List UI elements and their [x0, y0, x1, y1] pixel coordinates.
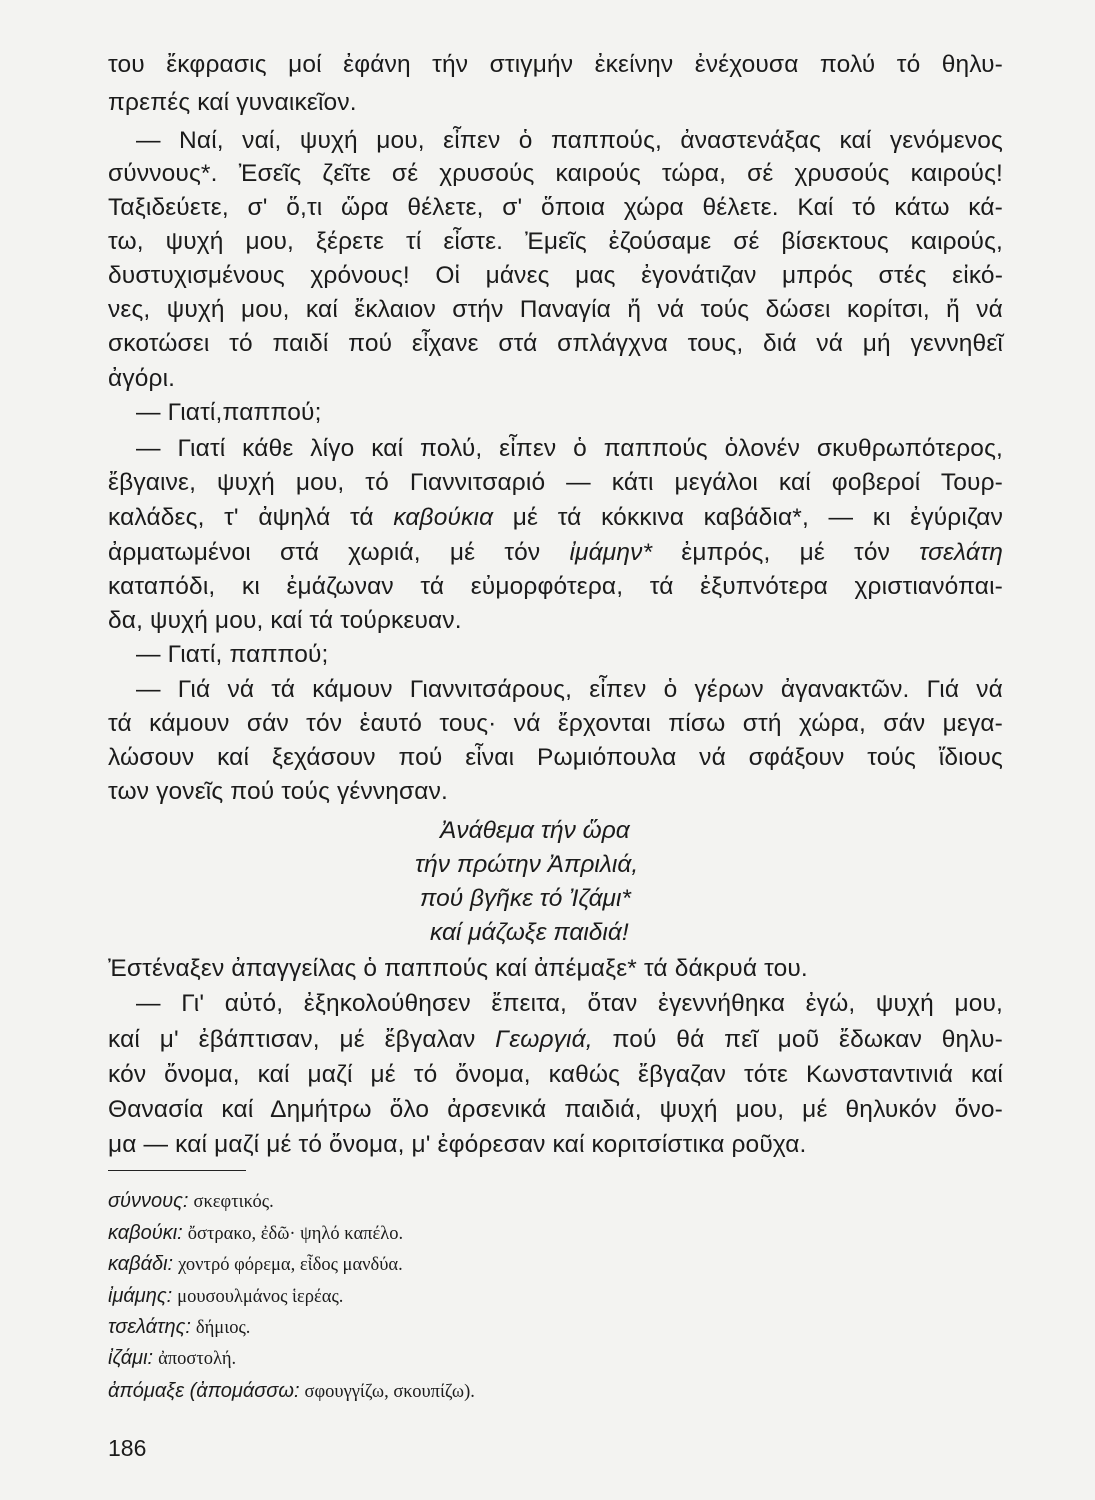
footnote: ἀπόμαξε (ἀπομάσσω: σφουγγίζω, σκουπίζω). — [108, 1380, 475, 1402]
text-line: — Γι' αὐτό, ἐξηκολούθησεν ἔπειτα, ὅταν ἐγεννήθηκα ἐγώ, ψυχή μου, — [136, 990, 1003, 1017]
text-line: νες, ψυχή μου, καί ἔκλαιον στήν Παναγία ἤ νά τούς δώσει κορίτσι, ἤ νά — [108, 296, 1003, 323]
text-line: πρεπές καί γυναικεῖον. — [108, 89, 357, 116]
poem-line: Ἀνάθεμα τήν ὥρα — [440, 817, 630, 844]
text-line: σκοτώσει τό παιδί πού εἶχανε στά σπλάγχνα τους, διά νά μή γεννηθεῖ — [108, 330, 1003, 357]
text-line: — Γιά νά τά κάμουν Γιαννιτσάρους, εἶπεν ὁ γέρων ἀγανακτῶν. Γιά νά — [136, 676, 1003, 703]
text-line: — Γιατί κάθε λίγο καί πολύ, εἶπεν ὁ παππούς ὁλονέν σκυθρωπότερος, — [136, 435, 1003, 462]
footnote: τσελάτης: δήμιος. — [108, 1316, 251, 1338]
text-line: — Ναί, ναί, ψυχή μου, εἶπεν ὁ παππούς, ἀναστενάξας καί γενόμενος — [136, 127, 1003, 154]
text-line: σύννους*. Ἐσεῖς ζεῖτε σέ χρυσούς καιρούς τώρα, σέ χρυσούς καιρούς! — [108, 160, 1003, 187]
text-line: — Γιατί,παππού; — [136, 399, 322, 426]
footnote: σύννους: σκεφτικός. — [108, 1190, 274, 1212]
text-line: Ἐστέναξεν ἀπαγγείλας ὁ παππούς καί ἀπέμαξε* τά δάκρυά του. — [108, 955, 808, 982]
text-line: των γονεῖς πού τούς γέννησαν. — [108, 778, 448, 805]
footnote: καβάδι: χοντρό φόρεμα, εἶδος μανδύα. — [108, 1253, 403, 1275]
poem-line: τήν πρώτην Ἀπριλιά, — [415, 851, 639, 878]
footnote: καβούκι: ὄστρακο, ἐδῶ· ψηλό καπέλο. — [108, 1222, 404, 1244]
page-number: 186 — [108, 1435, 147, 1461]
text-line: Θανασία καί Δημήτρω ὅλο ἀρσενικά παιδιά, ψυχή μου, μέ θηλυκόν ὄνο- — [108, 1096, 1003, 1123]
text-line: τω, ψυχή μου, ξέρετε τί εἶστε. Ἐμεῖς ἐζούσαμε σέ βίσεκτους καιρούς, — [108, 228, 1003, 255]
footnote: ἰμάμης: μουσουλμάνος ἱερέας. — [108, 1285, 344, 1307]
text-line: δυστυχισμένους χρόνους! Οἱ μάνες μας ἐγονάτιζαν μπρός στές εἰκό- — [108, 262, 1003, 289]
footnote: ἰζάμι: ἀποστολή. — [108, 1347, 237, 1369]
poem-line: πού βγῆκε τό Ἰζάμι* — [420, 885, 631, 912]
text-line: ἀγόρι. — [108, 365, 176, 392]
text-line: δα, ψυχή μου, καί τά τούρκευαν. — [108, 607, 462, 634]
text-line: ἔβγαινε, ψυχή μου, τό Γιαννιτσαριό — κάτι μεγάλοι καί φοβεροί Τουρ- — [108, 469, 1003, 496]
text-line: καί μ' ἐβάπτισαν, μέ ἔβγαλαν Γεωργιά, πού θά πεῖ μοῦ ἔδωκαν θηλυ- — [108, 1026, 1003, 1053]
footnote-divider — [108, 1170, 246, 1171]
text-line: κόν ὄνομα, καί μαζί μέ τό ὄνομα, καθώς ἔβγαζαν τότε Κωνσταντινιά καί — [108, 1061, 1003, 1088]
text-line: τά κάμουν σάν τόν ἑαυτό τους· νά ἔρχονται πίσω στή χώρα, σάν μεγα- — [108, 710, 1003, 737]
text-line: καλάδες, τ' ἀψηλά τά καβούκια μέ τά κόκκινα καβάδια*, — κι ἐγύριζαν — [108, 504, 1004, 531]
text-line: ἀρματωμένοι στά χωριά, μέ τόν ἰμάμην* ἐμπρός, μέ τόν τσελάτη — [108, 539, 1004, 566]
text-line: του ἔκφρασις μοί ἐφάνη τήν στιγμήν ἐκείνην ἐνέχουσα πολύ τό θηλυ- — [108, 51, 1003, 78]
text-line: — Γιατί, παππού; — [136, 641, 329, 668]
text-line: μα — καί μαζί μέ τό ὄνομα, μ' ἐφόρεσαν καί κοριτσίστικα ροῦχα. — [108, 1131, 807, 1158]
text-line: Ταξιδεύετε, σ' ὅ,τι ὥρα θέλετε, σ' ὅποια χώρα θέλετε. Καί τό κάτω κά- — [108, 194, 1003, 221]
text-line: λώσουν καί ξεχάσουν πού εἶναι Ρωμιόπουλα νά σφάξουν τούς ἴδιους — [108, 744, 1003, 771]
text-line: καταπόδι, κι ἐμάζωναν τά εὐμορφότερα, τά ἐξυπνότερα χριστιανόπαι- — [108, 573, 1003, 600]
poem-line: καί μάζωξε παιδιά! — [430, 919, 629, 946]
